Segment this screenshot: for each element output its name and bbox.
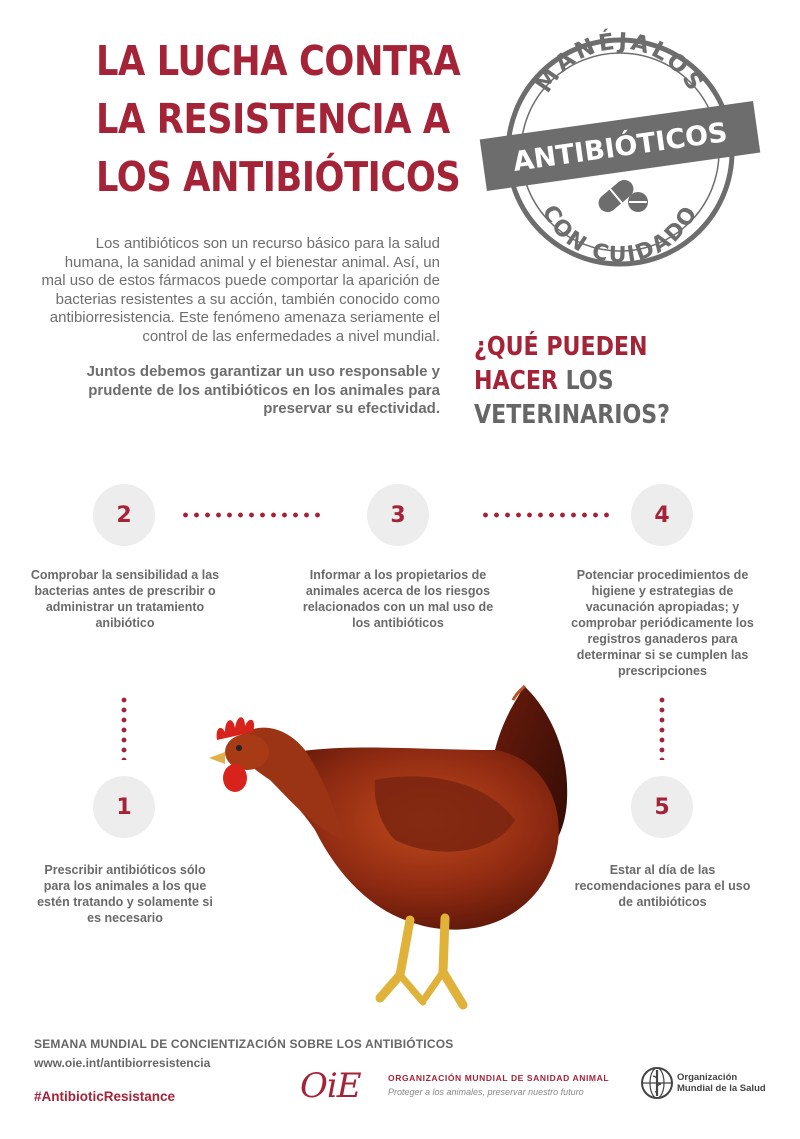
- rooster-illustration: [195, 680, 585, 1020]
- antibiotics-stamp: [476, 28, 766, 278]
- step-2-circle: 2: [93, 484, 155, 546]
- stamp-banner-text: ANTIBIÓTICOS: [510, 117, 730, 178]
- connector-2-3: [180, 512, 320, 518]
- step-3-text: Informar a los propietarios de animales acerca de los riesgos relacionados con un mal uso de los antibióticos: [302, 568, 494, 630]
- stamp-bottom-text: CON CUIDADO: [536, 201, 704, 269]
- connector-1-2: [121, 695, 127, 760]
- intro-paragraph-2: Juntos debemos garantizar un uso responsable y prudente de los antibióticos en los animales para preservar su efectividad.: [86, 363, 440, 417]
- who-name-line-2: Mundial de la Salud: [677, 1083, 766, 1094]
- step-1-circle: 1: [93, 776, 155, 838]
- question-word-hacer: HACER: [474, 366, 558, 396]
- title-line-2: LA RESISTENCIA A: [96, 95, 450, 143]
- footer-campaign: SEMANA MUNDIAL DE CONCIENTIZACIÓN SOBRE LOS ANTIBIÓTICOS: [34, 1037, 454, 1051]
- connector-3-4: [480, 512, 610, 518]
- step-4-circle: 4: [631, 484, 693, 546]
- question-heading: [474, 330, 670, 432]
- footer-hashtag: #AntibioticResistance: [34, 1089, 176, 1104]
- intro-paragraph-1: Los antibióticos son un recurso básico para la salud humana, la sanidad animal y el bienestar animal. Así, un mal uso de estos fármacos puede comportar la aparición de bacterias resistentes a su acción, también conocido como antibiorresistencia. Este fenómeno amenaza seriamente el control de las enfermedades a nivel mundial.: [41, 235, 440, 345]
- step-1-text: Prescribir antibióticos sólo para los animales a los que estén tratando y solamente si es necesario: [37, 863, 213, 925]
- step-2-text: Comprobar la sensibilidad a las bacterias antes de prescribir o administrar un tratamiento anibiótico: [30, 568, 220, 630]
- question-word-los: LOS: [557, 366, 614, 396]
- who-name: [677, 1072, 766, 1094]
- footer-url[interactable]: www.oie.int/antibiorresistencia: [34, 1056, 211, 1070]
- title-line-1: LA LUCHA CONTRA: [96, 37, 461, 85]
- oie-logo: OiE: [300, 1066, 361, 1106]
- step-5-text: Estar al día de las recomendaciones para el uso de antibióticos: [574, 863, 751, 909]
- title-line-3: LOS ANTIBIÓTICOS: [96, 153, 461, 201]
- stamp-top-text: MANÉJALOS: [530, 28, 710, 98]
- step-4-text: Potenciar procedimientos de higiene y estrategias de vacunación apropiadas; y comprobar periódicamente los registros ganaderos para determinar si se cumplen las prescripciones: [571, 568, 754, 678]
- intro-text: [40, 235, 440, 436]
- svg-text:CON CUIDADO: [537, 201, 704, 268]
- step-5-circle: 5: [631, 776, 693, 838]
- who-emblem-icon: [640, 1066, 674, 1100]
- connector-4-5: [659, 695, 665, 760]
- question-line-1: ¿QUÉ PUEDEN: [474, 332, 648, 362]
- oie-name: ORGANIZACIÓN MUNDIAL DE SANIDAD ANIMAL: [388, 1073, 610, 1083]
- svg-text:MANÉJALOS: [531, 28, 709, 98]
- who-name-line-1: Organización: [677, 1072, 738, 1083]
- question-line-3: VETERINARIOS?: [474, 400, 670, 430]
- step-3-circle: 3: [367, 484, 429, 546]
- page-title: [96, 32, 461, 206]
- oie-tagline: Proteger a los animales, preservar nuestro futuro: [388, 1087, 584, 1097]
